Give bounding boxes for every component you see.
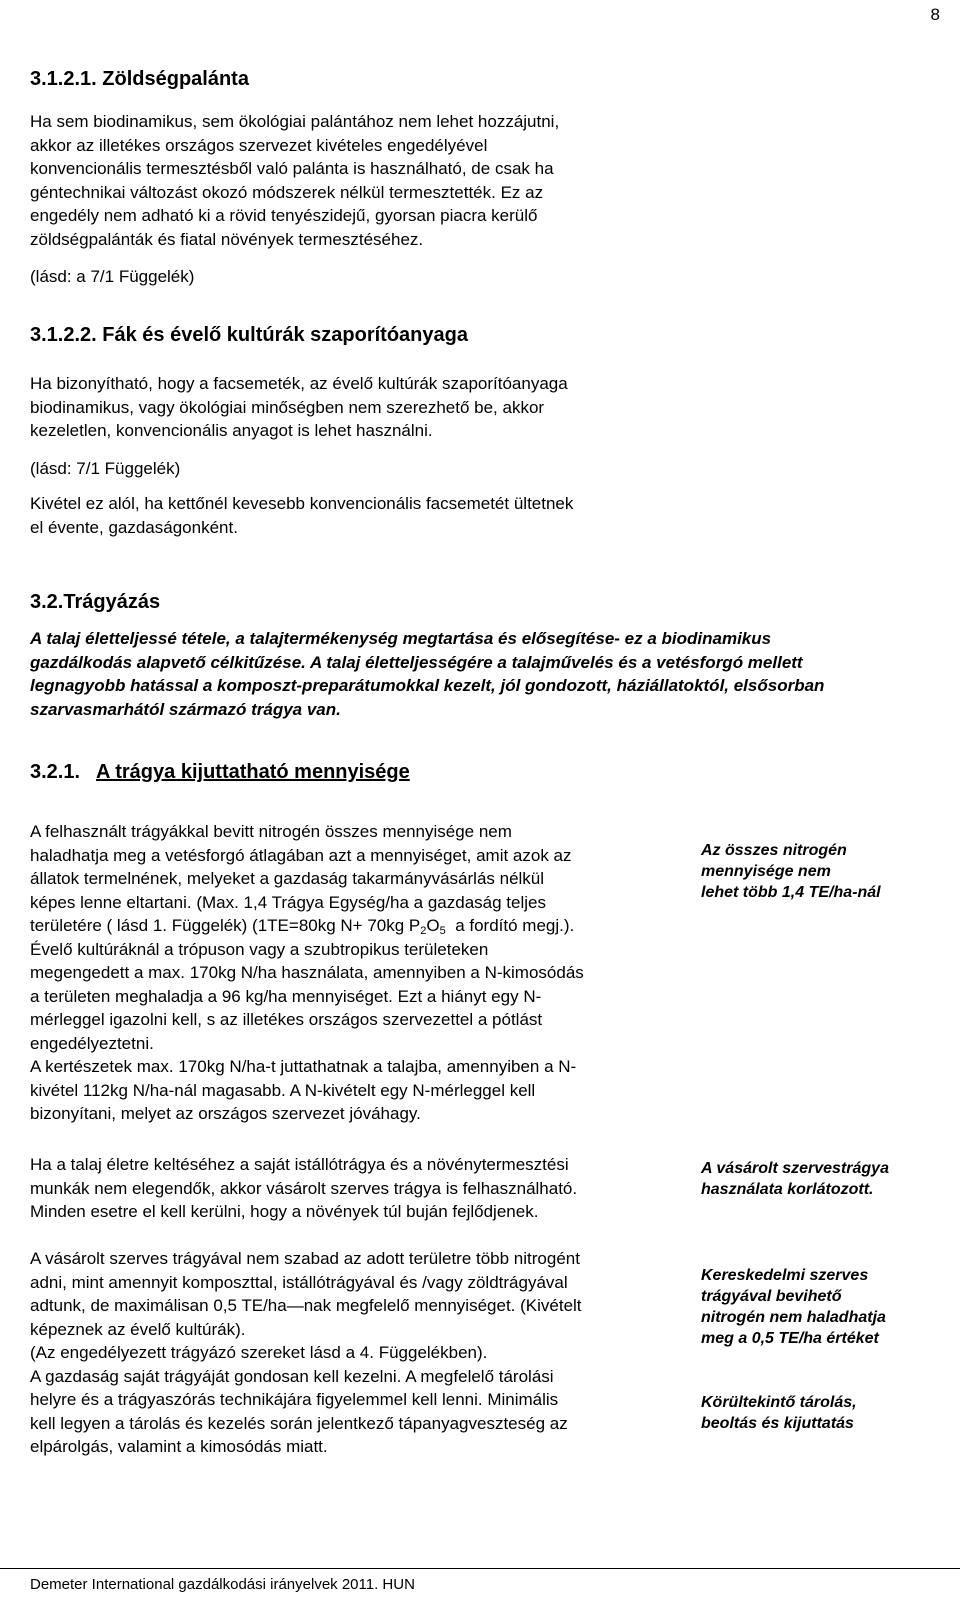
paragraph-321-1 bbox=[30, 820, 584, 1126]
text-line: Minden esetre el kell kerülni, hogy a növények túl buján fejlődjenek. bbox=[30, 1202, 539, 1221]
text-line: Ha sem biodinamikus, sem ökológiai palántához nem lehet hozzájutni, bbox=[30, 112, 560, 131]
heading-321 bbox=[30, 761, 410, 784]
heading-3122: 3.1.2.2. Fák és évelő kultúrák szaporítóanyaga bbox=[30, 324, 468, 346]
text-line: kivétel 112kg N/ha-nál magasabb. A N-kivételt egy N-mérleggel kell bbox=[30, 1080, 536, 1100]
side-note-line: beoltás és kijuttatás bbox=[701, 1415, 854, 1432]
text-line: gazdálkodás alapvető célkitűzése. A talaj életteljességére a talajművelés és a vetésforgó mellett bbox=[30, 652, 803, 672]
paragraph-3121 bbox=[30, 110, 559, 251]
text-line: legnagyobb hatással a komposzt-preparátumokkal kezelt, jól gondozott, háziállatoktól, elsősorban bbox=[30, 676, 825, 695]
side-note-line: lehet több 1,4 TE/ha-nál bbox=[701, 884, 881, 901]
heading-32: 3.2.Trágyázás bbox=[30, 591, 161, 613]
text-line: elpárolgás, valamint a kimosódás miatt. bbox=[30, 1437, 328, 1456]
side-note-commercial-limit bbox=[701, 1265, 886, 1349]
text-line: bizonyítani, melyet az országos szervezet jóváhagy. bbox=[30, 1104, 421, 1123]
text-line: képeznek az évelő kultúrák). bbox=[30, 1319, 246, 1339]
text-line: képes lenne eltartani. (Max. 1,4 Trágya Egység/ha a gazdaság teljes bbox=[30, 892, 546, 912]
text-line: kell legyen a tárolás és kezelés során jelentkező tápanyagveszteség az bbox=[30, 1413, 568, 1433]
side-note-line: nitrogén nem haladhatja bbox=[701, 1309, 886, 1326]
text-line: mérleggel igazolni kell, s az illetékes országos szervezettel a pótlást bbox=[30, 1010, 543, 1029]
text-line: munkák nem elegendők, akkor vásárolt szerves trágya is felhasználható. bbox=[30, 1178, 578, 1198]
text-line: konvencionális termesztésből való palánta is használható, de csak ha bbox=[30, 159, 554, 178]
text-line: A gazdaság saját trágyáját gondosan kell kezelni. A megfelelő tárolási bbox=[30, 1366, 554, 1386]
side-note-line: meg a 0,5 TE/ha értéket bbox=[701, 1330, 879, 1347]
side-note-nitrogen-limit bbox=[701, 840, 881, 903]
paragraph-321-3 bbox=[30, 1247, 582, 1459]
side-note-purchased-manure bbox=[701, 1158, 889, 1200]
reference-3122: (lásd: 7/1 Függelék) bbox=[30, 459, 181, 478]
text-line: szarvasmarhától származó trágya van. bbox=[30, 699, 341, 719]
text-line: Kivétel ez alól, ha kettőnél kevesebb konvencionális facsemetét ültetnek bbox=[30, 494, 574, 513]
formula-text: O bbox=[426, 916, 440, 935]
heading-321-number: 3.2.1. bbox=[30, 761, 81, 783]
text-line: kezeletlen, konvencionális anyagot is lehet használni. bbox=[30, 421, 433, 440]
text-line: A felhasznált trágyákkal bevitt nitrogén összes mennyisége nem bbox=[30, 822, 512, 841]
text-line: A kertészetek max. 170kg N/ha-t juttathatnak a talajba, amennyiben a N- bbox=[30, 1057, 577, 1076]
formula-line bbox=[30, 914, 584, 938]
side-note-line: mennyisége nem bbox=[701, 863, 831, 880]
text-line: A vásárolt szerves trágyával nem szabad az adott területre több nitrogént bbox=[30, 1249, 580, 1268]
side-note-line: Az összes nitrogén bbox=[701, 842, 847, 859]
text-line: helyre és a trágyaszórás technikájára figyelemmel kell lenni. Minimális bbox=[30, 1390, 559, 1409]
side-note-line: trágyával bevihető bbox=[701, 1288, 842, 1305]
text-line: Ha bizonyítható, hogy a facsemeték, az évelő kultúrák szaporítóanyaga bbox=[30, 374, 568, 393]
text-line: el évente, gazdaságonként. bbox=[30, 517, 238, 537]
text-line: Ha a talaj életre keltéséhez a saját istállótrágya és a növénytermesztési bbox=[30, 1155, 569, 1174]
text-line: biodinamikus, vagy ökológiai minőségben nem szerezhető be, akkor bbox=[30, 397, 545, 417]
formula-subscript: 2 bbox=[420, 925, 427, 937]
text-line: A talaj életteljessé tétele, a talajtermékenység megtartása és elősegítése- ez a biodinamikus bbox=[30, 629, 772, 648]
text-line: géntechnikai változást okozó módszerek nélkül termesztették. Ez az bbox=[30, 182, 544, 202]
reference-3121: (lásd: a 7/1 Függelék) bbox=[30, 267, 195, 286]
side-note-line: Körültekintő tárolás, bbox=[701, 1394, 857, 1411]
side-note-storage bbox=[701, 1392, 857, 1434]
text-line: a területen meghaladja a 96 kg/ha mennyiséget. Ezt a hiányt egy N- bbox=[30, 986, 542, 1006]
text-line: Évelő kultúráknál a trópuson vagy a szubtropikus területeken bbox=[30, 939, 489, 959]
text-line: adni, mint amennyit komposzttal, istállótrágyával és /vagy zöldtrágyával bbox=[30, 1272, 568, 1292]
paragraph-3122 bbox=[30, 372, 568, 443]
formula-text: területére ( lásd 1. Függelék) (1TE=80kg N+ 70kg P bbox=[30, 916, 421, 935]
text-line: engedély nem adható ki a rövid tenyészidejű, gyorsan piacra kerülő bbox=[30, 206, 538, 225]
text-line: adtunk, de maximálisan 0,5 TE/ha—nak megfelelő mennyiséget. (Kivételt bbox=[30, 1296, 582, 1315]
footer-text: Demeter International gazdálkodási irányelvek 2011. HUN bbox=[30, 1576, 415, 1593]
text-line: (Az engedélyezett trágyázó szereket lásd a 4. Függelékben). bbox=[30, 1343, 488, 1362]
formula-subscript: 5 bbox=[439, 925, 446, 937]
text-line: zöldségpalánták és fiatal növények termesztéséhez. bbox=[30, 229, 424, 249]
page-number: 8 bbox=[930, 5, 940, 24]
formula-text: a fordító megj.). bbox=[445, 916, 575, 935]
exception-paragraph bbox=[30, 492, 573, 539]
side-note-line: A vásárolt szervestrágya bbox=[701, 1160, 889, 1177]
side-note-line: Kereskedelmi szerves bbox=[701, 1267, 869, 1284]
heading-3121: 3.1.2.1. Zöldségpalánta bbox=[30, 68, 249, 90]
text-line: állatok termelnének, melyeket a gazdaság takarmányvásárlás nélkül bbox=[30, 869, 545, 888]
footer-divider bbox=[0, 1568, 960, 1569]
paragraph-32 bbox=[30, 627, 824, 721]
text-line: akkor az illetékes országos szervezet kivételes engedélyével bbox=[30, 135, 488, 155]
paragraph-321-2 bbox=[30, 1153, 577, 1224]
text-line: megengedett a max. 170kg N/ha használata, amennyiben a N-kimosódás bbox=[30, 963, 584, 982]
text-line: haladhatja meg a vetésforgó átlagában azt a mennyiséget, amit azok az bbox=[30, 845, 572, 865]
side-note-line: használata korlátozott. bbox=[701, 1181, 874, 1198]
heading-321-title: A trágya kijuttatható mennyisége bbox=[95, 761, 410, 783]
text-line: engedélyeztetni. bbox=[30, 1033, 154, 1053]
